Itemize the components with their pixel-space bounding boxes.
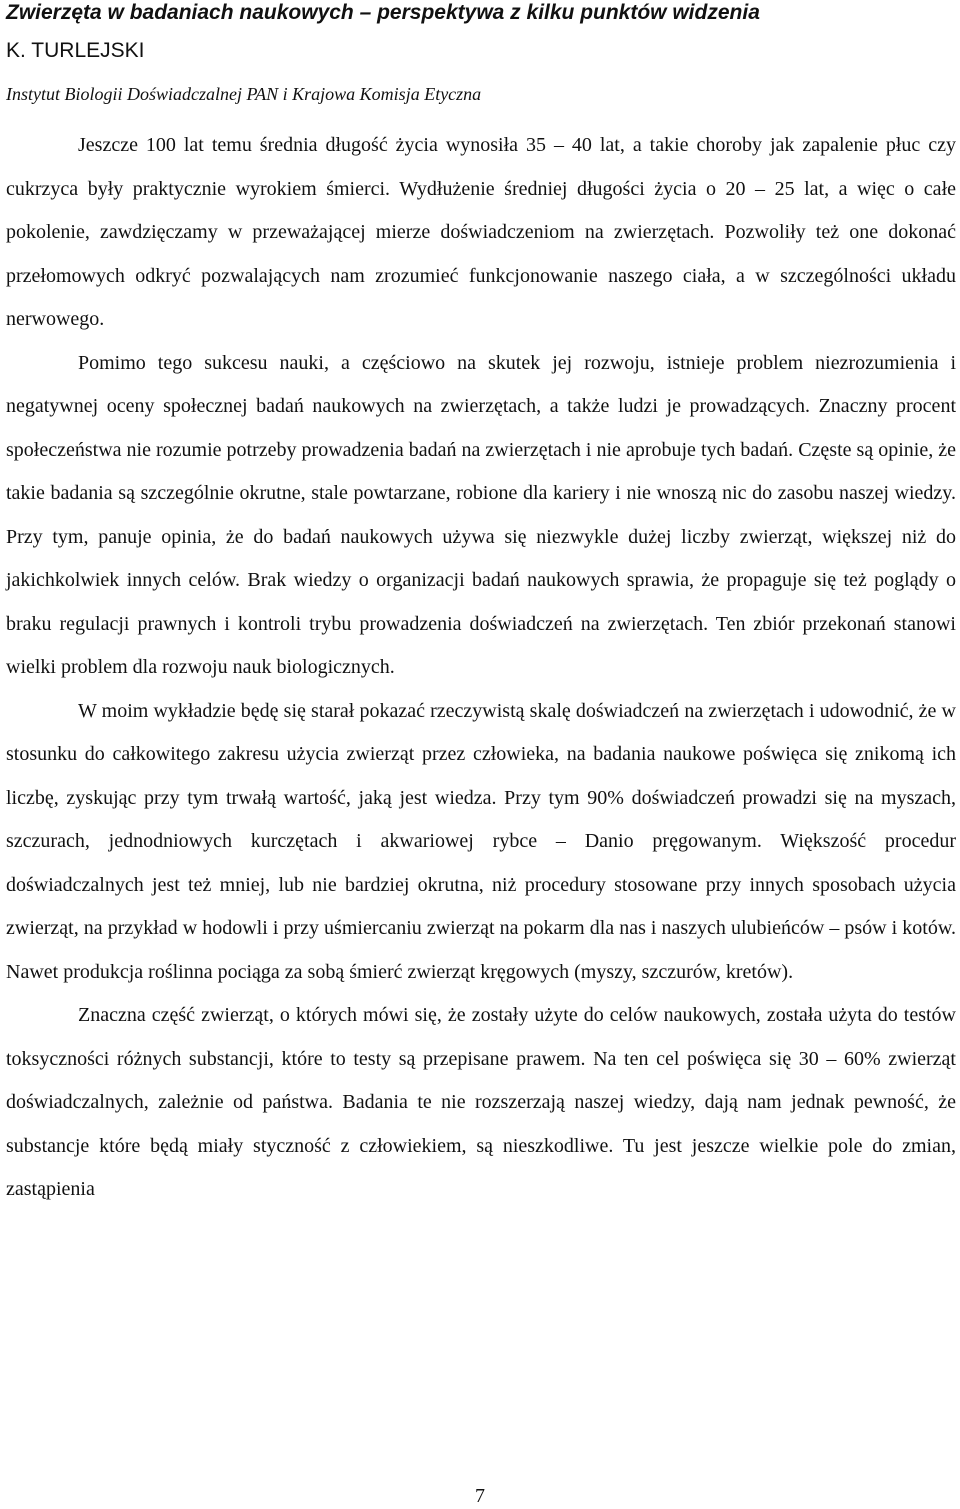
- paragraph-3: W moim wykładzie będę się starał pokazać rzeczywistą skalę doświadczeń na zwierzętach i udowodnić, że w stosunku do całkowitego zakresu użycia zwierząt przez człowieka, na badania naukowe poświęca się znikomą ich liczbę, zyskując przy tym trwałą wartość, jaką jest wiedza. Przy tym 90% doświadczeń prowadzi się na myszach, szczurach, jednodniowych kurczętach i akwariowej rybce – Danio pręgowanym. Większość procedur doświadczalnych jest też mniej, lub nie bardziej okrutna, niż procedury stosowane przy innych sposobach użycia zwierząt, na przykład w hodowli i przy uśmiercaniu zwierząt na pokarm dla nas i naszych ulubieńców – psów i kotów. Nawet produkcja roślinna pociąga za sobą śmierć zwierząt kręgowych (myszy, szczurów, kretów).: [6, 699, 956, 983]
- page-number: 7: [475, 1485, 485, 1507]
- paragraph-1: Jeszcze 100 lat temu średnia długość życia wynosiła 35 – 40 lat, a takie choroby jak zapalenie płuc czy cukrzyca były praktycznie wyrokiem śmierci. Wydłużenie średniej długości życia o 20 – 25 lat, a więc o całe pokolenie, zawdzięczamy w przeważającej mierze doświadczeniom na zwierzętach. Pozwoliły też one dokonać przełomowych odkryć pozwalających nam zrozumieć funkcjonowanie naszego ciała, a w szczególności układu nerwowego.: [6, 134, 956, 330]
- author-affiliation: Instytut Biologii Doświadczalnej PAN i Krajowa Komisja Etyczna: [6, 84, 482, 104]
- article-title: Zwierzęta w badaniach naukowych – perspektywa z kilku punktów widzenia: [6, 1, 760, 24]
- article-body: [6, 124, 956, 1212]
- paragraph-2: Pomimo tego sukcesu nauki, a częściowo na skutek jej rozwoju, istnieje problem niezrozumienia i negatywnej oceny społecznej badań naukowych na zwierzętach, a także ludzi je prowadzących. Znaczny procent społeczeństwa nie rozumie potrzeby prowadzenia badań na zwierzętach i nie aprobuje tych badań. Częste są opinie, że takie badania są szczególnie okrutne, stale powtarzane, robione dla kariery i nie wnoszą nic do zasobu naszej wiedzy. Przy tym, panuje opinia, że do badań naukowych używa się niezwykle dużej liczby zwierząt, większej niż do jakichkolwiek innych celów. Brak wiedzy o organizacji badań naukowych sprawia, że propaguje się też poglądy o braku regulacji prawnych i kontroli trybu prowadzenia doświadczeń na zwierzętach. Ten zbiór przekonań stanowi wielki problem dla rozwoju nauk biologicznych.: [6, 351, 956, 678]
- author-name: K. TURLEJSKI: [6, 39, 145, 62]
- paragraph-4: Znaczna część zwierząt, o których mówi się, że zostały użyte do celów naukowych, została użyta do testów toksyczności różnych substancji, które to testy są przepisane prawem. Na ten cel poświęca się 30 – 60% zwierząt doświadczalnych, zależnie od państwa. Badania te nie rozszerzają naszej wiedzy, dają nam jednak pewność, że substancje które będą miały styczność z człowiekiem, są nieszkodliwe. Tu jest jeszcze wielkie pole do zmian, zastąpienia: [6, 1004, 956, 1200]
- document-page: [6, 0, 956, 1212]
